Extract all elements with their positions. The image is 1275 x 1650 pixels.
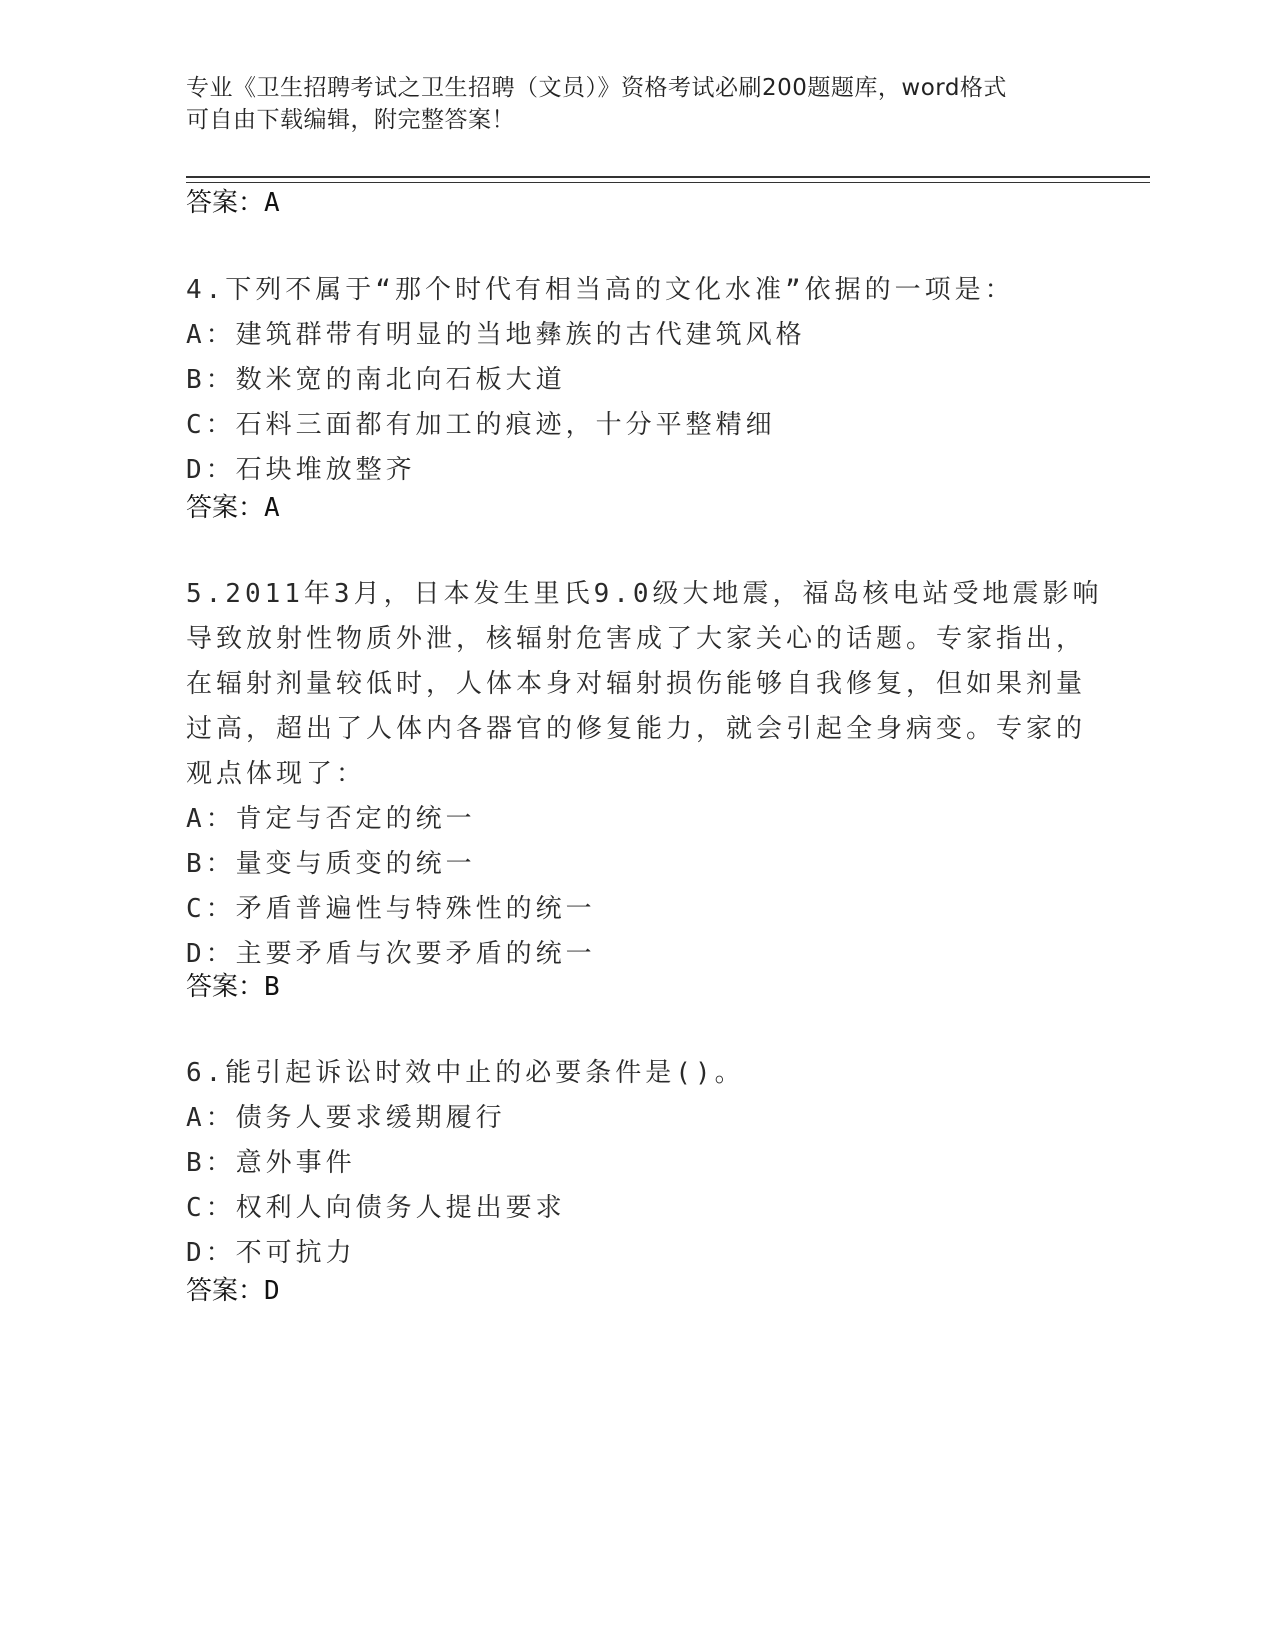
- question-5-stem-line-1: 5.2011年3月，日本发生里氏9.0级大地震，福岛核电站受地震影响: [186, 579, 1103, 609]
- question-4-option-b: B：数米宽的南北向石板大道: [186, 365, 566, 395]
- answer-label: 答案：: [186, 493, 265, 523]
- question-4-stem: 4.下列不属于“那个时代有相当高的文化水准”依据的一项是：: [186, 275, 1015, 305]
- question-4: [186, 268, 1066, 493]
- answer-label: 答案：: [186, 972, 265, 1002]
- answer-value: A: [264, 493, 280, 523]
- question-5-stem-line-4: 过高，超出了人体内各器官的修复能力，就会引起全身病变。专家的: [186, 714, 1087, 744]
- question-5-option-c: C：矛盾普遍性与特殊性的统一: [186, 894, 596, 924]
- question-4-option-d: D：石块堆放整齐: [186, 455, 416, 485]
- answer-label: 答案：: [186, 188, 265, 218]
- answer-q5: [186, 970, 280, 1004]
- answer-value: D: [264, 1276, 280, 1306]
- header-line-2: 可自由下载编辑，附完整答案！: [186, 107, 515, 133]
- question-5: [186, 572, 1103, 977]
- question-6: [186, 1051, 1066, 1276]
- question-6-option-c: C：权利人向债务人提出要求: [186, 1193, 566, 1223]
- answer-label: 答案：: [186, 1276, 265, 1306]
- question-5-stem-line-3: 在辐射剂量较低时，人体本身对辐射损伤能够自我修复，但如果剂量: [186, 669, 1087, 699]
- question-5-option-a: A：肯定与否定的统一: [186, 804, 476, 834]
- question-5-option-b: B：量变与质变的统一: [186, 849, 476, 879]
- answer-q4: [186, 491, 280, 525]
- question-5-option-d: D：主要矛盾与次要矛盾的统一: [186, 939, 596, 969]
- question-6-option-a: A：债务人要求缓期履行: [186, 1103, 506, 1133]
- answer-q3: [186, 186, 280, 220]
- answer-q6: [186, 1274, 280, 1308]
- header-rule-thin: [186, 182, 1150, 183]
- page-header: [186, 72, 1066, 136]
- question-5-stem-line-5: 观点体现了：: [186, 759, 367, 789]
- question-4-option-a: A：建筑群带有明显的当地彝族的古代建筑风格: [186, 320, 806, 350]
- question-5-stem-line-2: 导致放射性物质外泄，核辐射危害成了大家关心的话题。专家指出，: [186, 624, 1087, 654]
- answer-value: B: [264, 972, 280, 1002]
- question-6-stem: 6.能引起诉讼时效中止的必要条件是()。: [186, 1058, 745, 1088]
- question-6-option-d: D：不可抗力: [186, 1238, 356, 1268]
- answer-value: A: [264, 188, 280, 218]
- header-line-1: 专业《卫生招聘考试之卫生招聘（文员）》资格考试必刷200题题库，word格式: [186, 75, 1007, 101]
- header-rule-thick: [186, 176, 1150, 178]
- question-6-option-b: B：意外事件: [186, 1148, 356, 1178]
- question-4-option-c: C：石料三面都有加工的痕迹，十分平整精细: [186, 410, 776, 440]
